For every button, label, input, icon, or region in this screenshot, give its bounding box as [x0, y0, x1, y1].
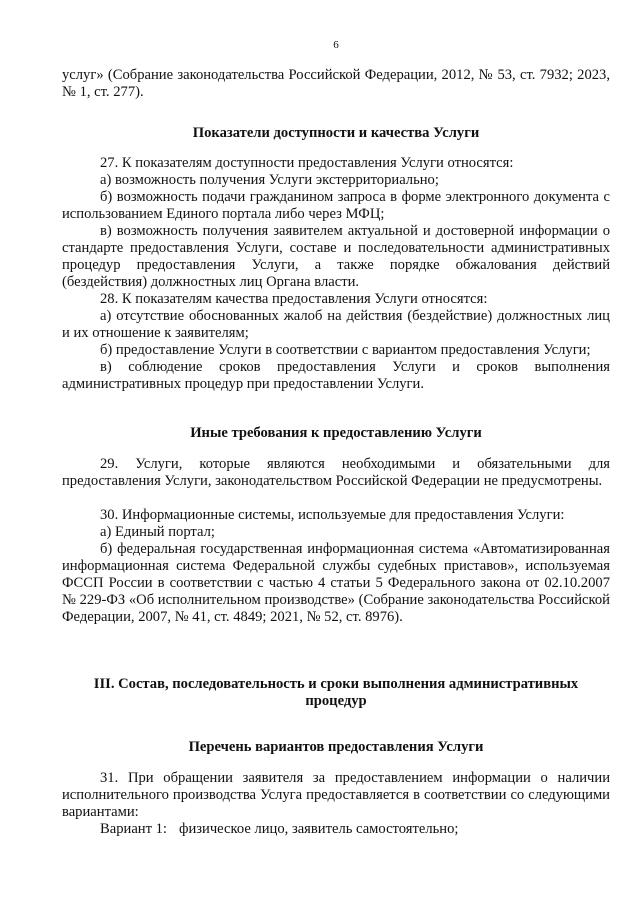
heading-other-requirements: Иные требования к предоставлению Услуги — [190, 425, 482, 441]
paragraph-27c: в) возможность получения заявителем актуальной и достоверной информации о стандарте предоставления Услуги, составе и последовательности административных процедур предоставления Услуги, а также порядке обжалования действий (бездействия) должностных лиц Органа власти. — [62, 223, 610, 290]
paragraph-30b: б) федеральная государственная информационная система «Автоматизированная информационная система Федеральной службы судебных приставов», используемая ФССП России в соответствии с частью 4 статьи 5 Федерального закона от 02.10.2007 № 229-ФЗ «Об исполнительном производстве» (Собрание законодательства Российской Федерации, 2007, № 41, ст. 4849; 2021, № 52, ст. 8976). — [62, 541, 610, 625]
paragraph-28c: в) соблюдение сроков предоставления Услуги и сроков выполнения административных процедур при предоставлении Услуги. — [62, 359, 610, 392]
page-number: 6 — [333, 39, 339, 51]
paragraph-31: 31. При обращении заявителя за предоставлением информации о наличии исполнительного производства Услуга предоставляется в соответствии со следующими вариантами: — [62, 770, 610, 820]
variant-1-row — [100, 821, 458, 838]
paragraph-28b: б) предоставление Услуги в соответствии с вариантом предоставления Услуги; — [100, 342, 591, 358]
paragraph-30: 30. Информационные системы, используемые для предоставления Услуги: — [100, 507, 565, 523]
paragraph-28: 28. К показателям качества предоставления Услуги относятся: — [100, 291, 488, 307]
paragraph-29: 29. Услуги, которые являются необходимыми и обязательными для предоставления Услуги, законодательством Российской Федерации не предусмотрены. — [62, 456, 610, 489]
paragraph-28a: а) отсутствие обоснованных жалоб на действия (бездействие) должностных лиц и их отношение к заявителям; — [62, 308, 610, 341]
heading-section-three-line1: III. Состав, последовательность и сроки выполнения административных — [93, 676, 579, 692]
paragraph-27: 27. К показателям доступности предоставления Услуги относятся: — [100, 155, 514, 171]
variant-1-label: Вариант 1: — [100, 821, 167, 837]
heading-variants: Перечень вариантов предоставления Услуги — [188, 739, 484, 755]
heading-section-three-line2: процедур — [305, 693, 367, 709]
paragraph-27b: б) возможность подачи гражданином запроса в форме электронного документа с использованием Единого портала либо через МФЦ; — [62, 189, 610, 222]
paragraph-30a: а) Единый портал; — [100, 524, 215, 540]
paragraph-27a: а) возможность получения Услуги экстерриториально; — [100, 172, 439, 188]
intro-paragraph: услуг» (Собрание законодательства Российской Федерации, 2012, № 53, ст. 7932; 2023, № 1, ст. 277). — [62, 67, 610, 100]
heading-accessibility: Показатели доступности и качества Услуги — [192, 125, 480, 141]
variant-1-text: физическое лицо, заявитель самостоятельно; — [179, 821, 459, 837]
